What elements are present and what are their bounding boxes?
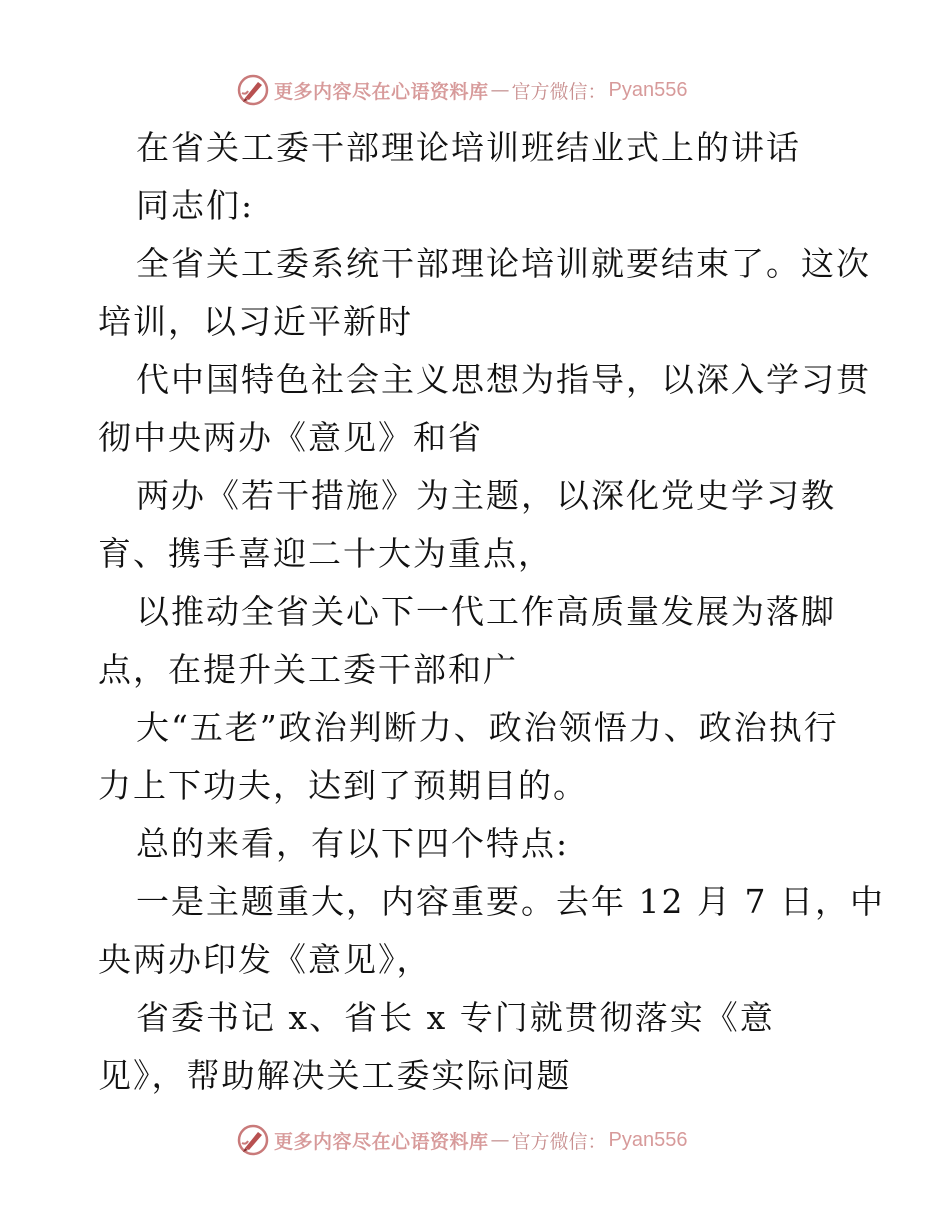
watermark-separator: — — [490, 79, 510, 101]
footer-watermark — [236, 1122, 688, 1158]
watermark-separator: — — [490, 1129, 510, 1151]
paragraph-line: 育、携手喜迎二十大为重点， — [98, 534, 553, 573]
paragraph-line: 见》，帮助解决关工委实际问题 — [98, 1056, 572, 1095]
paragraph-line: 彻中央两办《意见》和省 — [98, 418, 483, 457]
watermark-text: 更多内容尽在心语资料库 — [274, 1130, 489, 1153]
pen-logo-icon — [236, 1123, 270, 1157]
paragraph-line: 一是主题重大，内容重要。去年 12 月 7 日，中 — [136, 882, 885, 921]
paragraph-line: 力上下功夫，达到了预期目的。 — [98, 766, 588, 805]
watermark-label: 官方微信： — [511, 80, 607, 103]
paragraph-line: 代中国特色社会主义思想为指导，以深入学习贯 — [136, 360, 871, 399]
paragraph-line: 省委书记 x、省长 x 专门就贯彻落实《意 — [136, 998, 775, 1037]
paragraph-line: 总的来看，有以下四个特点: — [136, 824, 570, 863]
watermark-text: 更多内容尽在心语资料库 — [274, 80, 489, 103]
paragraph-line: 两办《若干措施》为主题，以深化党史学习教 — [136, 476, 836, 515]
pen-logo-icon — [236, 73, 270, 107]
paragraph-line: 大“五老”政治判断力、政治领悟力、政治执行 — [136, 708, 839, 747]
paragraph-line: 全省关工委系统干部理论培训就要结束了。这次 — [136, 244, 871, 283]
header-watermark — [236, 72, 688, 108]
document-title: 在省关工委干部理论培训班结业式上的讲话 — [136, 128, 801, 167]
watermark-id: Pyan556 — [608, 78, 688, 101]
watermark-label: 官方微信： — [511, 1130, 607, 1153]
paragraph-line: 以推动全省关心下一代工作高质量发展为落脚 — [136, 592, 836, 631]
paragraph-line: 培训，以习近平新时 — [98, 302, 413, 341]
paragraph-line: 点，在提升关工委干部和广 — [98, 650, 518, 689]
salutation: 同志们: — [136, 186, 255, 225]
paragraph-line: 央两办印发《意见》， — [98, 940, 432, 979]
watermark-id: Pyan556 — [608, 1128, 688, 1151]
